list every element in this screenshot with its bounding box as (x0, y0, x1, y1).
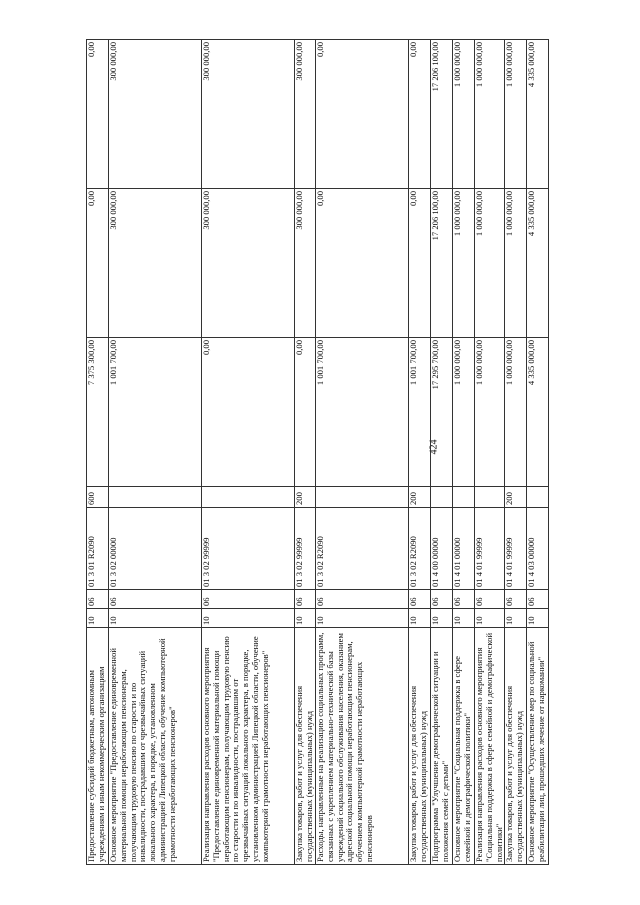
budget-table (86, 39, 549, 865)
table-row (295, 40, 316, 865)
sum-2019: 1 000 000,00 (505, 338, 527, 487)
subsection-code: 06 (475, 590, 505, 609)
table-row (505, 40, 527, 865)
section-code: 10 (431, 609, 453, 628)
expense-type-code (475, 487, 505, 508)
target-article-code: 01 3 02 99999 (202, 508, 295, 590)
expense-type-code: 600 (87, 487, 109, 508)
sum-2019: 1 001 700,00 (409, 338, 431, 487)
target-article-code: 01 3 01 R2090 (87, 508, 109, 590)
subsection-code: 06 (316, 590, 409, 609)
sum-2020: 4 335 000,00 (527, 189, 549, 338)
subsection-code: 06 (409, 590, 431, 609)
row-name: Реализация направления расходов основного мероприятия "Социальная поддержка в сфере семейной и демографической политики" (475, 628, 505, 865)
row-name: Основное мероприятие "Социальная поддержка в сфере семейной и демографической политики" (453, 628, 475, 865)
sum-2021: 1 000 000,00 (475, 40, 505, 189)
table-row (109, 40, 202, 865)
sum-2021: 300 000,00 (109, 40, 202, 189)
sum-2021: 0,00 (409, 40, 431, 189)
expense-type-code (453, 487, 475, 508)
expense-type-code (316, 487, 409, 508)
section-code: 10 (316, 609, 409, 628)
row-name: Подпрограмма "Улучшение демографической ситуации и положения семей с детьми" (431, 628, 453, 865)
sum-2020: 1 000 000,00 (453, 189, 475, 338)
target-article-code: 01 4 03 00000 (527, 508, 549, 590)
subsection-code: 06 (527, 590, 549, 609)
subsection-code: 06 (431, 590, 453, 609)
sum-2020: 0,00 (409, 189, 431, 338)
expense-type-code: 200 (409, 487, 431, 508)
target-article-code: 01 4 01 00000 (453, 508, 475, 590)
table-row (316, 40, 409, 865)
row-name: Закупка товаров, работ и услуг для обеспечения государственных (муниципальных) нужд (295, 628, 316, 865)
sum-2021: 0,00 (87, 40, 109, 189)
expense-type-code (527, 487, 549, 508)
subsection-code: 06 (295, 590, 316, 609)
target-article-code: 01 3 02 99999 (295, 508, 316, 590)
table-row (453, 40, 475, 865)
section-code: 10 (475, 609, 505, 628)
subsection-code: 06 (505, 590, 527, 609)
section-code: 10 (527, 609, 549, 628)
sum-2020: 300 000,00 (202, 189, 295, 338)
sum-2021: 4 335 000,00 (527, 40, 549, 189)
expense-type-code (202, 487, 295, 508)
page-number: 424 (428, 439, 440, 455)
row-name: Закупка товаров, работ и услуг для обеспечения государственных (муниципальных) нужд (409, 628, 431, 865)
subsection-code: 06 (87, 590, 109, 609)
sum-2019: 1 000 000,00 (453, 338, 475, 487)
subsection-code: 06 (453, 590, 475, 609)
table-row (409, 40, 431, 865)
target-article-code: 01 4 01 99999 (475, 508, 505, 590)
row-name: Расходы, направленные на реализацию социальных программ, связанных с укреплением материально-технической базы учреждений социального обслуживания населения, оказанием адресной социальной помощи неработающим пенсионерам, обучением компьютерной грамотности неработающих пенсионеров (316, 628, 409, 865)
sum-2021: 1 000 000,00 (453, 40, 475, 189)
row-name: Основное мероприятие "Осуществление мер по социальной реабилитации лиц, прошедших лечение от наркомании" (527, 628, 549, 865)
subsection-code: 06 (202, 590, 295, 609)
sum-2020: 1 000 000,00 (475, 189, 505, 338)
rotated-page-content (86, 40, 578, 865)
sum-2021: 300 000,00 (295, 40, 316, 189)
sum-2019: 7 375 300,00 (87, 338, 109, 487)
row-name: Реализация направления расходов основного мероприятия "Предоставление единовременной материальной помощи неработающим пенсионерам, получающим трудовую пенсию по старости и по инвалидности, пострадавшим от чрезвычайных ситуаций локального характера, в порядке, установленном администрацией Липецкой области, обучение компьютерной грамотности неработающих пенсионеров" (202, 628, 295, 865)
sum-2020: 0,00 (316, 189, 409, 338)
sum-2019: 0,00 (295, 338, 316, 487)
sum-2019: 17 295 700,00 (431, 338, 453, 487)
expense-type-code (431, 487, 453, 508)
table-body (87, 40, 549, 865)
row-name: Предоставление субсидий бюджетным, автономным учреждениям и иным некоммерческим организациям (87, 628, 109, 865)
target-article-code: 01 4 00 00000 (431, 508, 453, 590)
sum-2020: 300 000,00 (109, 189, 202, 338)
target-article-code: 01 4 01 99999 (505, 508, 527, 590)
target-article-code: 01 3 02 R2090 (316, 508, 409, 590)
table-row (202, 40, 295, 865)
table-row (475, 40, 505, 865)
sum-2020: 300 000,00 (295, 189, 316, 338)
sum-2020: 1 000 000,00 (505, 189, 527, 338)
sum-2020: 0,00 (87, 189, 109, 338)
expense-type-code: 200 (505, 487, 527, 508)
sum-2021: 300 000,00 (202, 40, 295, 189)
target-article-code: 01 3 02 00000 (109, 508, 202, 590)
section-code: 10 (453, 609, 475, 628)
sum-2019: 4 335 000,00 (527, 338, 549, 487)
sum-2021: 1 000 000,00 (505, 40, 527, 189)
section-code: 10 (409, 609, 431, 628)
table-row (87, 40, 109, 865)
expense-type-code (109, 487, 202, 508)
sum-2019: 1 001 700,00 (316, 338, 409, 487)
target-article-code: 01 3 02 R2090 (409, 508, 431, 590)
section-code: 10 (202, 609, 295, 628)
section-code: 10 (505, 609, 527, 628)
sum-2019: 1 000 000,00 (475, 338, 505, 487)
section-code: 10 (87, 609, 109, 628)
sum-2019: 0,00 (202, 338, 295, 487)
sum-2021: 17 206 100,00 (431, 40, 453, 189)
sum-2021: 0,00 (316, 40, 409, 189)
subsection-code: 06 (109, 590, 202, 609)
sum-2019: 1 001 700,00 (109, 338, 202, 487)
section-code: 10 (295, 609, 316, 628)
table-row (527, 40, 549, 865)
table-row (431, 40, 453, 865)
section-code: 10 (109, 609, 202, 628)
row-name: Основное мероприятие "Предоставление единовременной материальной помощи неработающим пенсионерам, получающим трудовую пенсию по старости и по инвалидности, пострадавшим от чрезвычайных ситуаций локального характера, в порядке, установленном администрацией Липецкой области, обучение компьютерной грамотности неработающих пенсионеров" (109, 628, 202, 865)
expense-type-code: 200 (295, 487, 316, 508)
row-name: Закупка товаров, работ и услуг для обеспечения государственных (муниципальных) нужд (505, 628, 527, 865)
sum-2020: 17 206 100,00 (431, 189, 453, 338)
